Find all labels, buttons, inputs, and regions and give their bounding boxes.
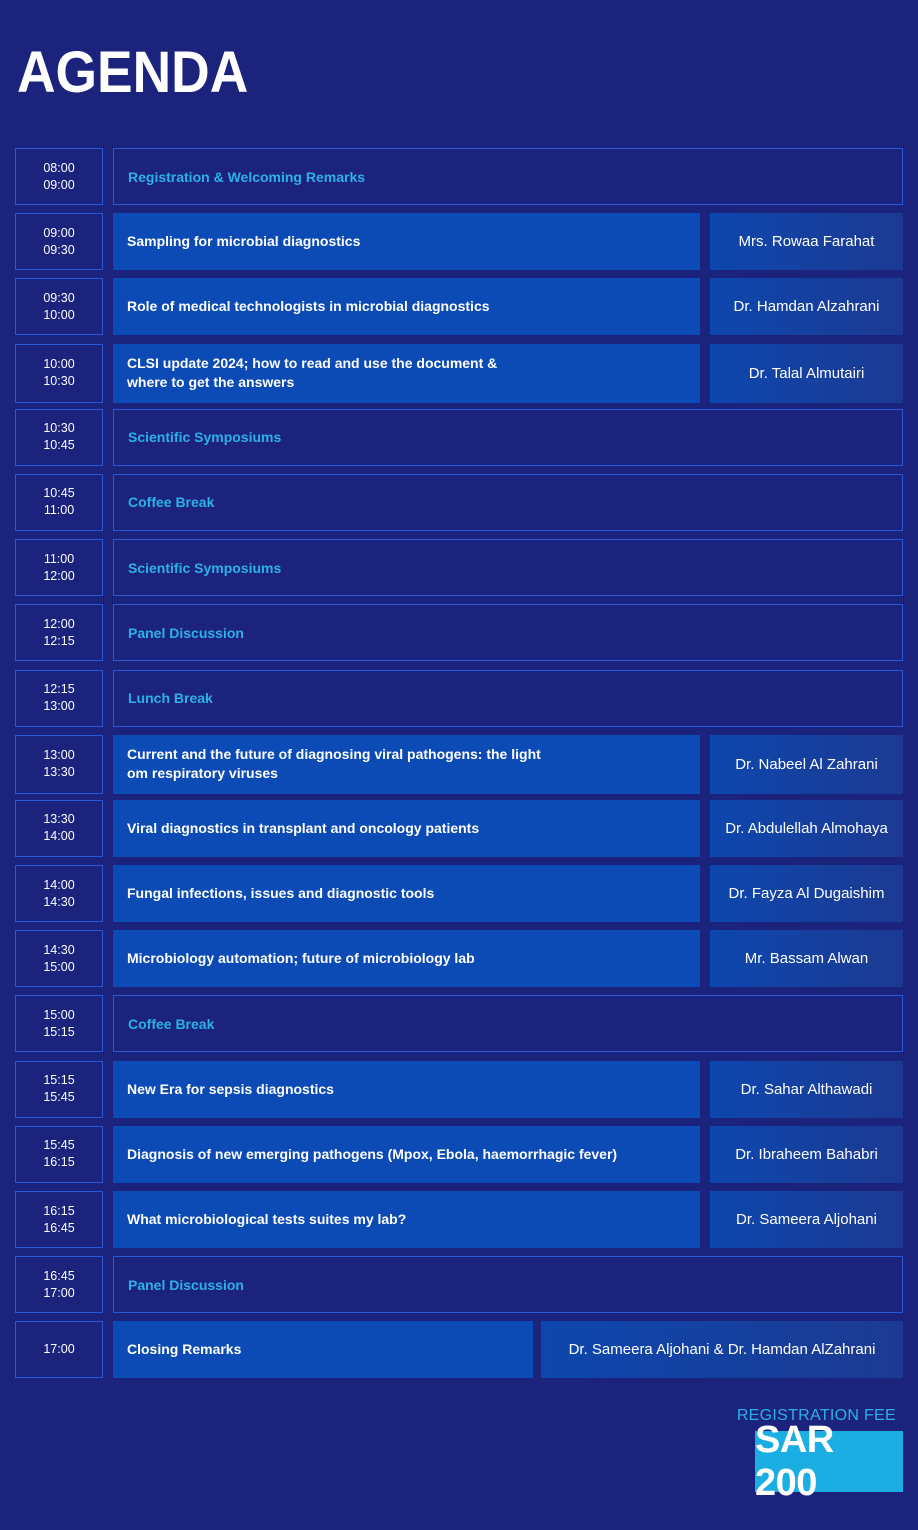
time-slot: [15, 1126, 103, 1183]
session-title: Scientific Symposiums: [113, 539, 903, 596]
start-time: 10:30: [43, 421, 75, 436]
agenda-row: [15, 1256, 903, 1313]
time-slot: [15, 604, 103, 661]
end-time: 12:00: [43, 568, 75, 583]
speaker-name: Dr. Ibraheem Bahabri: [710, 1126, 903, 1183]
session-title: Panel Discussion: [113, 1256, 903, 1313]
start-time: 15:45: [43, 1138, 75, 1153]
speaker-name: Dr. Sameera Aljohani: [710, 1191, 903, 1248]
time-slot: [15, 474, 103, 531]
speaker-name: Dr. Nabeel Al Zahrani: [710, 735, 903, 794]
time-slot: [15, 539, 103, 596]
start-time: 17:00: [43, 1342, 75, 1357]
agenda-row: [15, 474, 903, 531]
agenda-row: [15, 800, 903, 857]
time-slot: [15, 735, 103, 794]
time-slot: [15, 1061, 103, 1118]
agenda-row: [15, 148, 903, 205]
start-time: 13:30: [43, 812, 75, 827]
end-time: 12:15: [43, 633, 75, 648]
agenda-row: [15, 539, 903, 596]
session-title: Role of medical technologists in microbial diagnostics: [113, 278, 700, 335]
registration-fee-price: SAR 200: [755, 1431, 903, 1492]
agenda-row: [15, 213, 903, 270]
session-title: Sampling for microbial diagnostics: [113, 213, 700, 270]
end-time: 16:15: [43, 1155, 75, 1170]
start-time: 16:15: [43, 1203, 75, 1218]
agenda-row: [15, 865, 903, 922]
session-title: Lunch Break: [113, 670, 903, 727]
agenda-row: [15, 344, 903, 403]
time-slot: [15, 1321, 103, 1378]
session-title: Viral diagnostics in transplant and oncology patients: [113, 800, 700, 857]
agenda-row: [15, 995, 903, 1052]
end-time: 10:30: [43, 374, 75, 389]
time-slot: [15, 1256, 103, 1313]
start-time: 10:00: [43, 357, 75, 372]
time-slot: [15, 930, 103, 987]
agenda-row: [15, 1191, 903, 1248]
session-title: Coffee Break: [113, 474, 903, 531]
session-title: New Era for sepsis diagnostics: [113, 1061, 700, 1118]
time-slot: [15, 148, 103, 205]
start-time: 09:00: [43, 225, 75, 240]
time-slot: [15, 995, 103, 1052]
agenda-row: [15, 930, 903, 987]
session-title: Coffee Break: [113, 995, 903, 1052]
session-title: Panel Discussion: [113, 604, 903, 661]
start-time: 13:00: [43, 748, 75, 763]
session-title: Scientific Symposiums: [113, 409, 903, 466]
time-slot: [15, 278, 103, 335]
session-title: Registration & Welcoming Remarks: [113, 148, 903, 205]
session-title: CLSI update 2024; how to read and use the document & where to get the answers: [113, 344, 700, 403]
speaker-name: Mr. Bassam Alwan: [710, 930, 903, 987]
end-time: 16:45: [43, 1220, 75, 1235]
session-title: What microbiological tests suites my lab?: [113, 1191, 700, 1248]
end-time: 15:00: [43, 959, 75, 974]
end-time: 10:45: [43, 438, 75, 453]
agenda-row: [15, 735, 903, 794]
time-slot: [15, 213, 103, 270]
speaker-name: Dr. Sahar Althawadi: [710, 1061, 903, 1118]
agenda-row: [15, 278, 903, 335]
registration-fee-label: REGISTRATION FEE: [736, 1407, 896, 1424]
time-slot: [15, 344, 103, 403]
session-title: Current and the future of diagnosing viral pathogens: the light om respiratory viruses: [113, 735, 700, 794]
session-title: Diagnosis of new emerging pathogens (Mpox, Ebola, haemorrhagic fever): [113, 1126, 700, 1183]
speaker-name: Dr. Sameera Aljohani & Dr. Hamdan AlZahrani: [541, 1321, 903, 1378]
start-time: 15:15: [43, 1073, 75, 1088]
start-time: 11:00: [43, 551, 75, 566]
speaker-name: Dr. Talal Almutairi: [710, 344, 903, 403]
agenda-row: [15, 409, 903, 466]
start-time: 09:30: [43, 290, 75, 305]
time-slot: [15, 670, 103, 727]
start-time: 14:30: [43, 942, 75, 957]
start-time: 15:00: [43, 1007, 75, 1022]
speaker-name: Mrs. Rowaa Farahat: [710, 213, 903, 270]
end-time: 13:00: [43, 699, 75, 713]
start-time: 14:00: [43, 877, 75, 892]
agenda-row: [15, 1321, 903, 1378]
end-time: 15:15: [43, 1024, 75, 1039]
agenda-row: [15, 1126, 903, 1183]
end-time: 14:00: [43, 829, 75, 844]
session-title: Closing Remarks: [113, 1321, 533, 1378]
session-title: Microbiology automation; future of microbiology lab: [113, 930, 700, 987]
speaker-name: Dr. Fayza Al Dugaishim: [710, 865, 903, 922]
speaker-name: Dr. Hamdan Alzahrani: [710, 278, 903, 335]
end-time: 17:00: [43, 1285, 75, 1300]
start-time: 12:15: [43, 682, 75, 696]
session-title: Fungal infections, issues and diagnostic tools: [113, 865, 700, 922]
end-time: 15:45: [43, 1090, 75, 1105]
end-time: 10:00: [43, 307, 75, 322]
time-slot: [15, 800, 103, 857]
agenda-list: [15, 148, 903, 1387]
start-time: 10:45: [43, 486, 75, 501]
start-time: 08:00: [43, 160, 75, 175]
start-time: 12:00: [43, 616, 75, 631]
speaker-name: Dr. Abdulellah Almohaya: [710, 800, 903, 857]
end-time: 13:30: [43, 765, 75, 780]
end-time: 14:30: [43, 894, 75, 909]
time-slot: [15, 409, 103, 466]
page-title: AGENDA: [17, 40, 249, 105]
start-time: 16:45: [43, 1268, 75, 1283]
agenda-row: [15, 604, 903, 661]
agenda-row: [15, 1061, 903, 1118]
time-slot: [15, 865, 103, 922]
end-time: 09:00: [43, 177, 75, 192]
end-time: 09:30: [43, 242, 75, 257]
agenda-row: [15, 670, 903, 727]
time-slot: [15, 1191, 103, 1248]
end-time: 11:00: [43, 503, 75, 518]
